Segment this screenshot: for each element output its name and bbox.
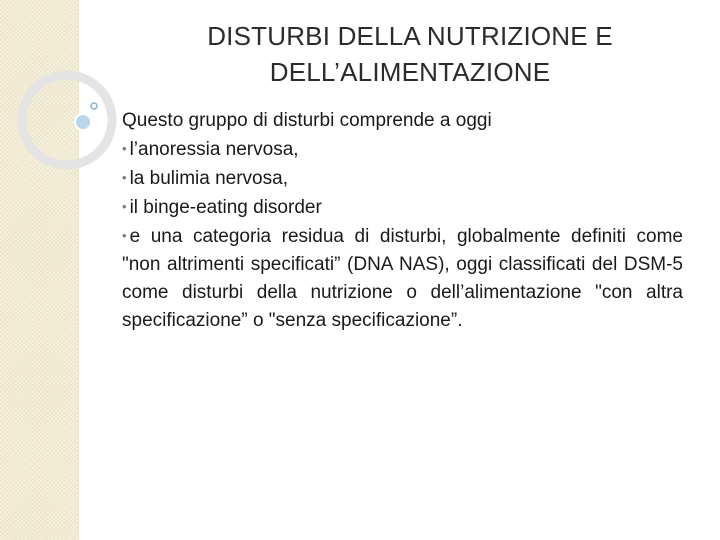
list-item-text: la bulimia nervosa, (129, 168, 288, 189)
title-line-1: DISTURBI DELLA NUTRIZIONE E (207, 21, 613, 51)
list-item-text: l’anoressia nervosa, (129, 139, 299, 160)
intro-text: Questo gruppo di disturbi comprende a oggi (122, 110, 492, 131)
list-item-text: il binge-eating disorder (129, 197, 322, 218)
slide-title (130, 18, 690, 90)
list-item (122, 193, 683, 222)
list-item (122, 164, 683, 193)
decorative-dot-small (91, 103, 97, 109)
side-panel (0, 0, 79, 540)
bullet-icon: • (122, 228, 127, 243)
bullet-icon: • (122, 199, 127, 214)
list-item (122, 135, 683, 164)
bullet-list (122, 135, 683, 335)
title-line-2: DELL’ALIMENTAZIONE (269, 57, 551, 87)
list-item-text: e una categoria residua di disturbi, globalmente definiti come "non altrimenti specificati” (DNA NAS), oggi classificati del DSM-5 come disturbi della nutrizione o dell’alimentazione "con altra specificazione” o "senza specificazione”. (122, 226, 683, 331)
slide-body (122, 107, 683, 335)
bullet-icon: • (122, 141, 127, 156)
list-item (122, 222, 683, 335)
bullet-icon: • (122, 170, 127, 185)
